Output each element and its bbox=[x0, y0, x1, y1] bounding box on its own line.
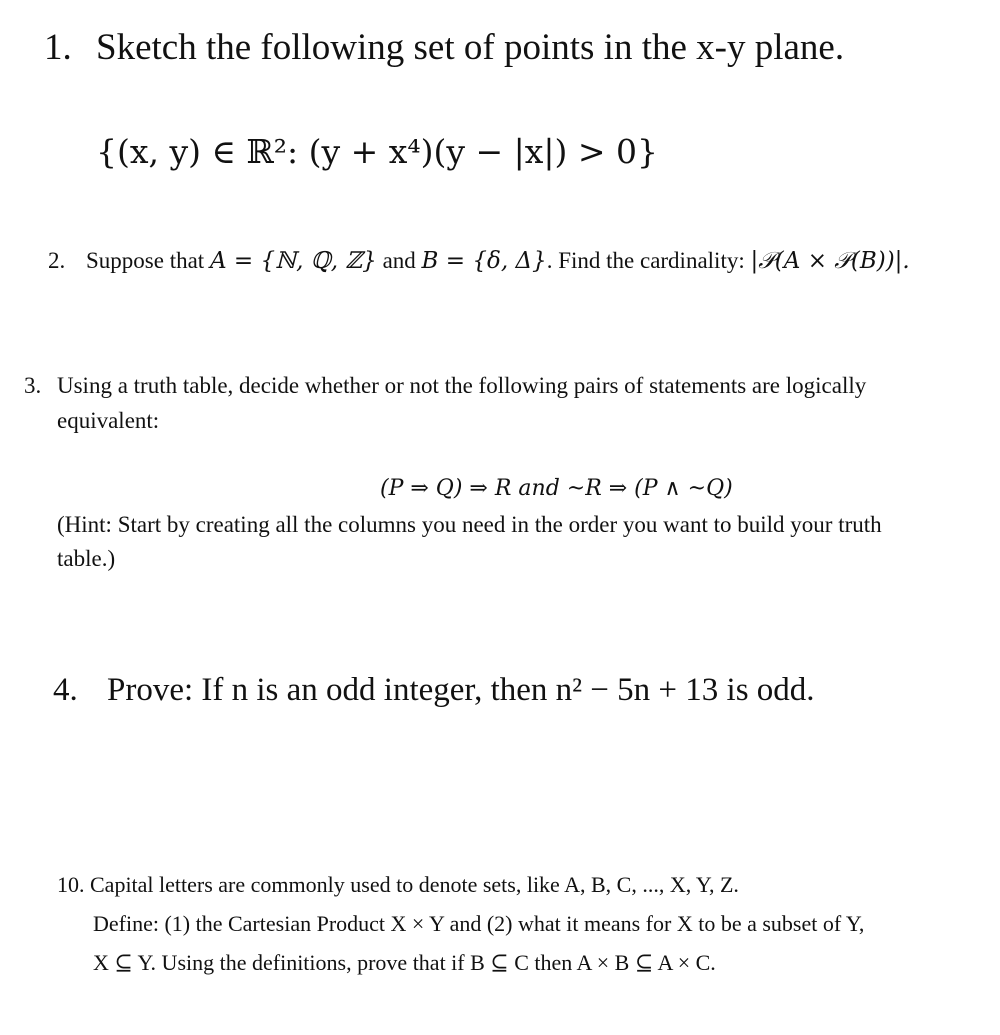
question-10-line-2: Define: (1) the Cartesian Product X × Y and (2) what it means for X to be a subset of Y, bbox=[93, 911, 865, 936]
question-4-number: 4. bbox=[53, 672, 78, 708]
question-10-line-3: X ⊆ Y. Using the definitions, prove that if B ⊆ C then A × B ⊆ A × C. bbox=[93, 950, 716, 975]
question-1-set-expression: {(x, y) ∈ ℝ²: (y + x⁴)(y − |x|) > 0} bbox=[96, 132, 658, 171]
question-1-text: Sketch the following set of points in the x-y plane. bbox=[96, 27, 845, 68]
question-2-set-a: A = {ℕ, ℚ, ℤ} bbox=[209, 248, 377, 274]
question-2-expression: |𝒫(A × 𝒫(B))|. bbox=[750, 248, 910, 274]
question-3-text-1: Using a truth table, decide whether or not the following pairs of statements are logically bbox=[57, 373, 867, 398]
question-2-text-before: Suppose that bbox=[86, 248, 205, 273]
question-4 bbox=[53, 672, 815, 709]
question-10-line-1: 10. Capital letters are commonly used to denote sets, like A, B, C, ..., X, Y, Z. bbox=[57, 872, 739, 897]
question-1-title bbox=[44, 26, 844, 69]
question-3-formula: (P ⇒ Q) ⇒ R and ~R ⇒ (P ∧ ~Q) bbox=[380, 476, 733, 501]
question-3-line-1 bbox=[24, 373, 866, 399]
question-3-hint-line-1: (Hint: Start by creating all the columns you need in the order you want to build your truth bbox=[57, 512, 882, 537]
question-3-hint-line-2: table.) bbox=[57, 546, 116, 571]
question-2-connector: and bbox=[382, 248, 416, 273]
question-2 bbox=[48, 248, 910, 274]
question-2-number: 2. bbox=[48, 248, 66, 273]
question-4-text: Prove: If n is an odd integer, then n² − 5n + 13 is odd. bbox=[107, 672, 815, 708]
question-3-number: 3. bbox=[24, 373, 42, 398]
question-2-text-after: . Find the cardinality: bbox=[546, 248, 745, 273]
question-2-set-b: B = {δ, Δ} bbox=[421, 248, 547, 274]
question-1-number: 1. bbox=[44, 27, 72, 68]
question-3-line-2: equivalent: bbox=[57, 408, 160, 433]
